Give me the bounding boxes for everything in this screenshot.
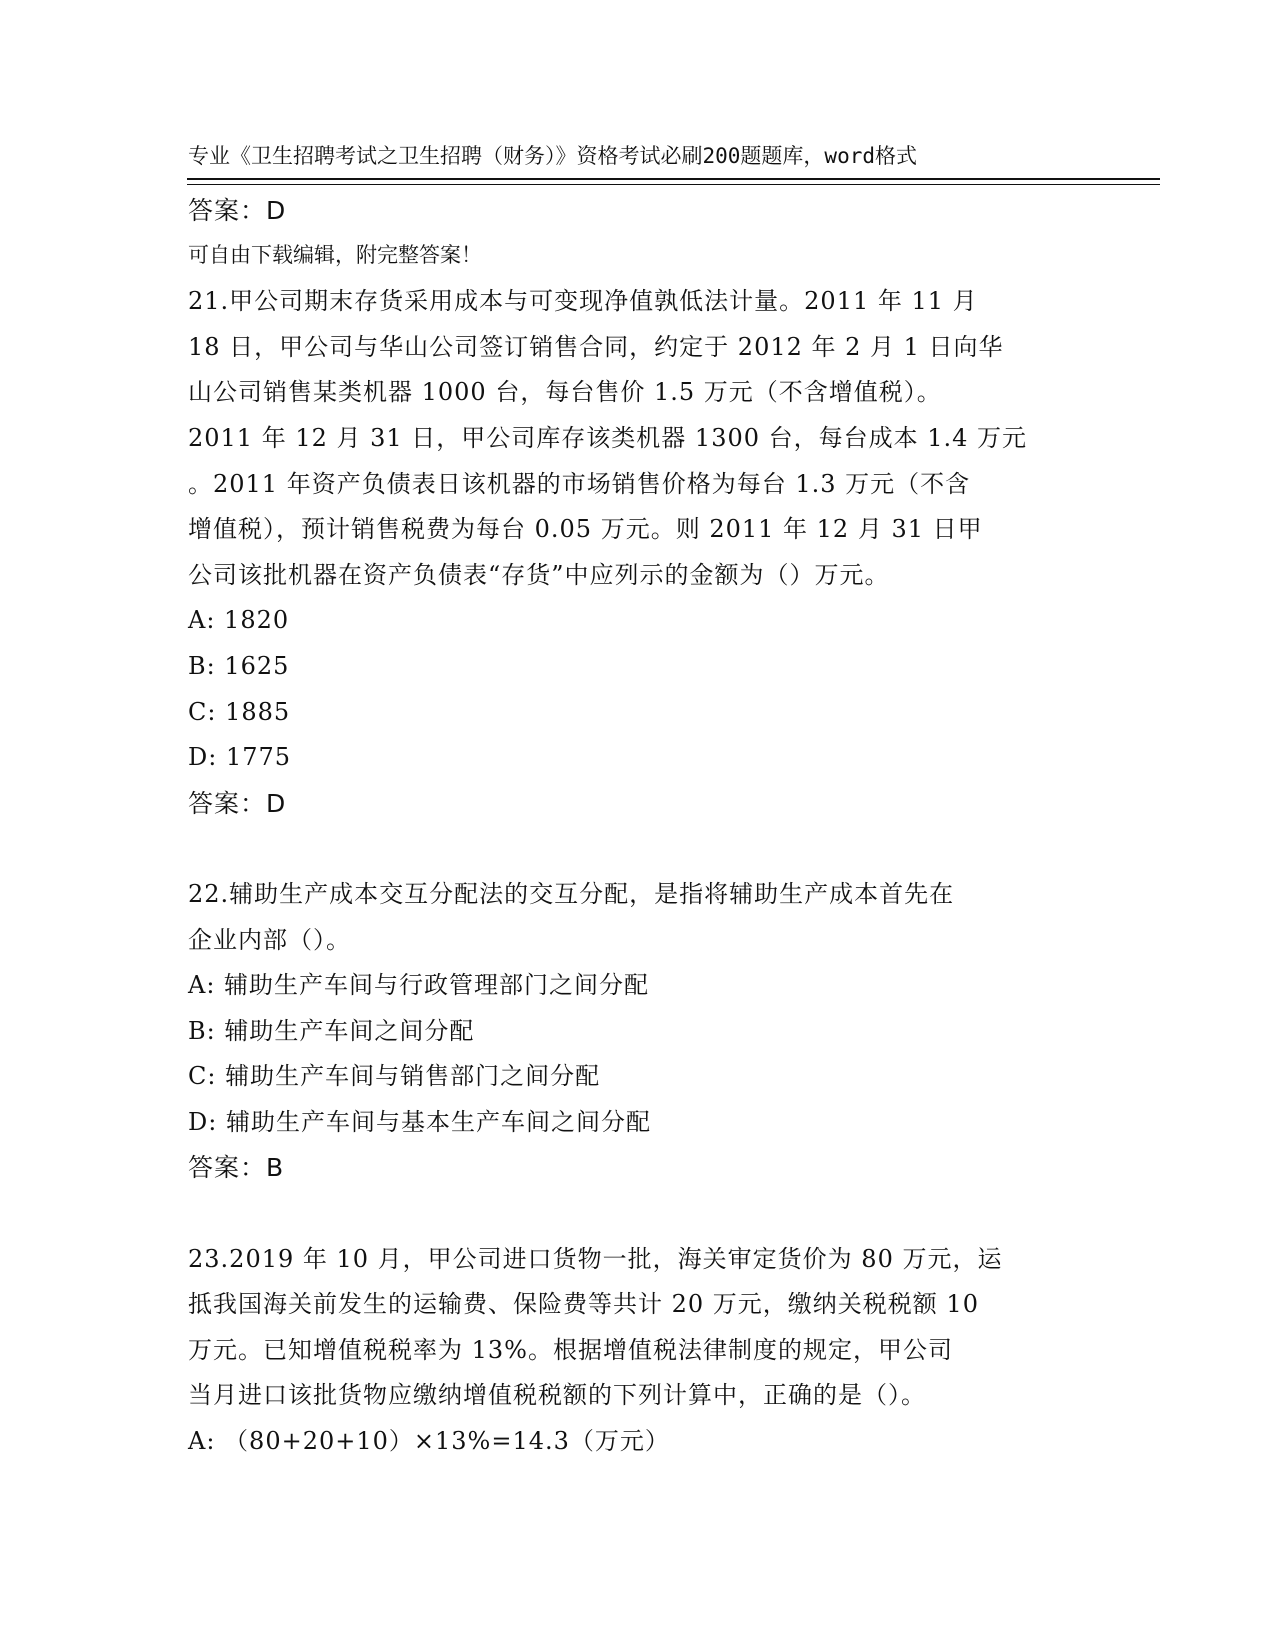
option-a: A: 辅助生产车间与行政管理部门之间分配 [188,971,650,1000]
spacer [188,826,1088,872]
question-block-21 [188,279,1088,826]
question-text-line: 当月进口该批货物应缴纳增值税税额的下列计算中，正确的是（）。 [188,1381,926,1410]
question-text-line: 抵我国海关前发生的运输费、保险费等共计 20 万元，缴纳关税税额 10 [188,1290,979,1319]
option-c: C: 辅助生产车间与销售部门之间分配 [188,1062,601,1091]
previous-answer: 答案：D [188,196,287,225]
question-text-line: 21.甲公司期末存货采用成本与可变现净值孰低法计量。2011 年 11 月 [188,287,978,316]
option-d: D: 1775 [188,743,292,772]
question-text-line: 22.辅助生产成本交互分配法的交互分配，是指将辅助生产成本首先在 [188,879,955,908]
question-text-line: 企业内部（）。 [188,925,351,954]
header-title-line-1: 专业《卫生招聘考试之卫生招聘（财务）》资格考试必刷200题题库，word格式 [188,144,917,168]
option-b: B: 1625 [188,651,290,680]
header-divider [187,178,1160,185]
option-b: B: 辅助生产车间之间分配 [188,1016,475,1045]
option-a: A: 1820 [188,606,290,635]
document-body [188,188,1088,1465]
answer-line: 答案：D [188,788,287,818]
option-d: D: 辅助生产车间与基本生产车间之间分配 [188,1107,651,1136]
option-c: C: 1885 [188,697,291,726]
question-text-line: 公司该批机器在资产负债表“存货”中应列示的金额为（）万元。 [188,560,890,589]
spacer [188,234,1088,280]
question-text-line: 山公司销售某类机器 1000 台，每台售价 1.5 万元（不含增值税）。 [188,378,942,407]
question-text-line: 23.2019 年 10 月，甲公司进口货物一批，海关审定货价为 80 万元，运 [188,1244,1003,1273]
question-text-line: 。2011 年资产负债表日该机器的市场销售价格为每台 1.3 万元（不含 [188,469,971,498]
header-title-line-2: 可自由下载编辑，附完整答案！ [188,243,482,267]
question-block-22 [188,872,1088,1191]
answer-line: 答案：B [188,1153,285,1183]
question-text-line: 18 日，甲公司与华山公司签订销售合同，约定于 2012 年 2 月 1 日向华 [188,332,1004,361]
question-text-line: 增值税），预计销售税费为每台 0.05 万元。则 2011 年 12 月 31 日甲 [188,515,983,544]
question-text-line: 万元。已知增值税税率为 13%。根据增值税法律制度的规定，甲公司 [188,1335,953,1364]
spacer [188,1191,1088,1237]
option-a: A: （80+20+10）×13%=14.3（万元） [188,1427,670,1456]
question-text-line: 2011 年 12 月 31 日，甲公司库存该类机器 1300 台，每台成本 1.4 万元 [188,423,1028,452]
question-block-23 [188,1237,1088,1465]
